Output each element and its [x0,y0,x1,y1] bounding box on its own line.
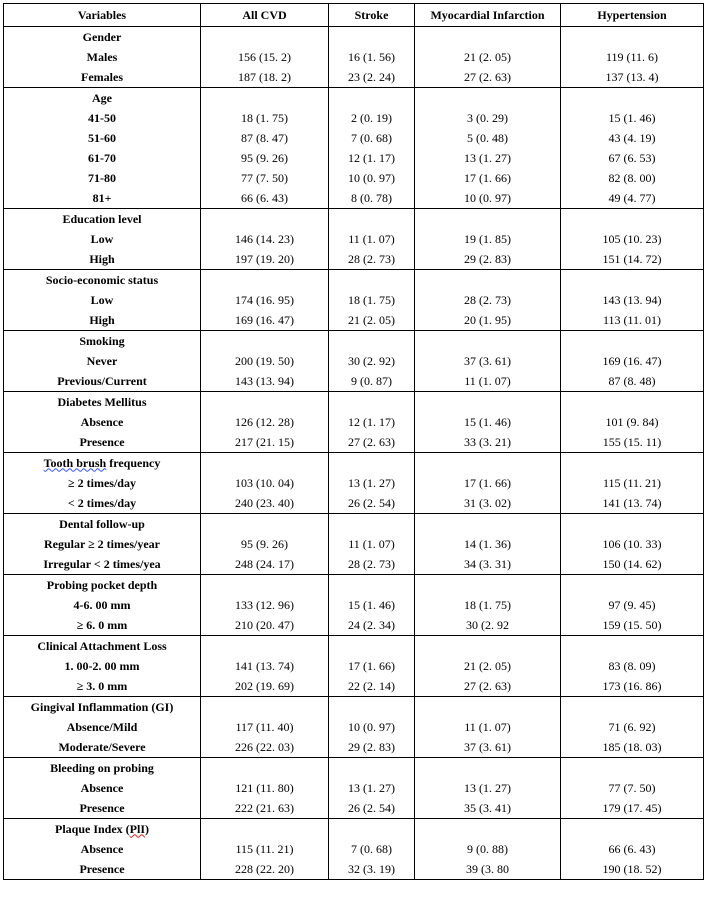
empty-cell [415,697,561,718]
myocardial-infarction-cell: 30 (2. 92 [415,615,561,636]
hypertension-cell: 87 (8. 48) [561,371,704,392]
stroke-cell: 21 (2. 05) [329,310,415,331]
stroke-cell: 13 (1. 27) [329,778,415,798]
empty-cell [329,575,415,596]
empty-cell [201,758,329,779]
all-cvd-cell: 143 (13. 94) [201,371,329,392]
group-title: Education level [4,209,201,230]
row-label: Absence [4,778,201,798]
empty-cell [561,27,704,48]
empty-cell [329,636,415,657]
group-title [4,453,201,474]
all-cvd-cell: 217 (21. 15) [201,432,329,453]
myocardial-infarction-cell: 17 (1. 66) [415,473,561,493]
myocardial-infarction-cell: 21 (2. 05) [415,47,561,67]
myocardial-infarction-cell: 39 (3. 80 [415,859,561,880]
empty-cell [329,27,415,48]
empty-cell [561,453,704,474]
empty-cell [201,636,329,657]
row-label: Never [4,351,201,371]
hypertension-cell: 119 (11. 6) [561,47,704,67]
row-label: Presence [4,859,201,880]
group-header-row [4,331,704,352]
empty-cell [561,392,704,413]
empty-cell [415,270,561,291]
group-header-row [4,209,704,230]
header-myocardial-infarction: Myocardial Infarction [415,4,561,27]
myocardial-infarction-cell: 31 (3. 02) [415,493,561,514]
group-title: Socio-economic status [4,270,201,291]
empty-cell [415,392,561,413]
empty-cell [561,270,704,291]
row-label: Low [4,290,201,310]
stroke-cell: 17 (1. 66) [329,656,415,676]
empty-cell [329,88,415,109]
all-cvd-cell: 141 (13. 74) [201,656,329,676]
row-label: Presence [4,798,201,819]
myocardial-infarction-cell: 21 (2. 05) [415,656,561,676]
all-cvd-cell: 87 (8. 47) [201,128,329,148]
empty-cell [415,27,561,48]
stroke-cell: 22 (2. 14) [329,676,415,697]
hypertension-cell: 137 (13. 4) [561,67,704,88]
empty-cell [561,758,704,779]
empty-cell [415,209,561,230]
all-cvd-cell: 95 (9. 26) [201,534,329,554]
group-header-row [4,27,704,48]
myocardial-infarction-cell: 19 (1. 85) [415,229,561,249]
stroke-cell: 9 (0. 87) [329,371,415,392]
group-header-row [4,270,704,291]
empty-cell [201,697,329,718]
table-row [4,108,704,128]
all-cvd-cell: 77 (7. 50) [201,168,329,188]
hypertension-cell: 71 (6. 92) [561,717,704,737]
row-label: High [4,310,201,331]
empty-cell [201,819,329,840]
table-row [4,615,704,636]
table-row [4,839,704,859]
group-header-row [4,819,704,840]
empty-cell [201,453,329,474]
row-label: 81+ [4,188,201,209]
table-row [4,676,704,697]
row-label: Males [4,47,201,67]
all-cvd-cell: 222 (21. 63) [201,798,329,819]
all-cvd-cell: 103 (10. 04) [201,473,329,493]
all-cvd-cell: 121 (11. 80) [201,778,329,798]
myocardial-infarction-cell: 13 (1. 27) [415,148,561,168]
myocardial-infarction-cell: 9 (0. 88) [415,839,561,859]
stroke-cell: 2 (0. 19) [329,108,415,128]
table-row [4,168,704,188]
hypertension-cell: 141 (13. 74) [561,493,704,514]
stroke-cell: 11 (1. 07) [329,229,415,249]
row-label: < 2 times/day [4,493,201,514]
table-row [4,188,704,209]
empty-cell [329,453,415,474]
all-cvd-cell: 126 (12. 28) [201,412,329,432]
row-label: 41-50 [4,108,201,128]
stroke-cell: 32 (3. 19) [329,859,415,880]
row-label: Absence/Mild [4,717,201,737]
group-title: Gingival Inflammation (GI) [4,697,201,718]
header-all-cvd: All CVD [201,4,329,27]
table-row [4,249,704,270]
empty-cell [415,453,561,474]
group-title [4,819,201,840]
all-cvd-cell: 187 (18. 2) [201,67,329,88]
hypertension-cell: 67 (6. 53) [561,148,704,168]
table-row [4,493,704,514]
myocardial-infarction-cell: 37 (3. 61) [415,737,561,758]
myocardial-infarction-cell: 18 (1. 75) [415,595,561,615]
stroke-cell: 7 (0. 68) [329,839,415,859]
empty-cell [201,331,329,352]
myocardial-infarction-cell: 11 (1. 07) [415,717,561,737]
group-title-text: ) [145,821,150,836]
empty-cell [329,392,415,413]
all-cvd-cell: 117 (11. 40) [201,717,329,737]
empty-cell [561,575,704,596]
empty-cell [329,697,415,718]
table-body [4,27,704,880]
row-label: High [4,249,201,270]
all-cvd-cell: 133 (12. 96) [201,595,329,615]
row-label: Absence [4,412,201,432]
table-row [4,778,704,798]
row-label: 51-60 [4,128,201,148]
empty-cell [329,514,415,535]
table-row [4,859,704,880]
stroke-cell: 10 (0. 97) [329,168,415,188]
table-row [4,148,704,168]
stroke-cell: 29 (2. 83) [329,737,415,758]
hypertension-cell: 190 (18. 52) [561,859,704,880]
row-label: 4-6. 00 mm [4,595,201,615]
empty-cell [561,514,704,535]
empty-cell [561,209,704,230]
hypertension-cell: 77 (7. 50) [561,778,704,798]
table-row [4,554,704,575]
group-header-row [4,758,704,779]
group-title: Bleeding on probing [4,758,201,779]
hypertension-cell: 66 (6. 43) [561,839,704,859]
all-cvd-cell: 210 (20. 47) [201,615,329,636]
hypertension-cell: 49 (4. 77) [561,188,704,209]
empty-cell [329,331,415,352]
hypertension-cell: 143 (13. 94) [561,290,704,310]
stroke-cell: 12 (1. 17) [329,412,415,432]
empty-cell [201,209,329,230]
empty-cell [415,636,561,657]
all-cvd-cell: 228 (22. 20) [201,859,329,880]
stroke-cell: 16 (1. 56) [329,47,415,67]
row-label: Irregular < 2 times/yea [4,554,201,575]
group-header-row [4,697,704,718]
hypertension-cell: 159 (15. 50) [561,615,704,636]
stroke-cell: 30 (2. 92) [329,351,415,371]
myocardial-infarction-cell: 28 (2. 73) [415,290,561,310]
group-title: Age [4,88,201,109]
table-row [4,229,704,249]
row-label: Females [4,67,201,88]
myocardial-infarction-cell: 15 (1. 46) [415,412,561,432]
empty-cell [415,514,561,535]
all-cvd-cell: 240 (23. 40) [201,493,329,514]
all-cvd-cell: 248 (24. 17) [201,554,329,575]
all-cvd-cell: 202 (19. 69) [201,676,329,697]
myocardial-infarction-cell: 5 (0. 48) [415,128,561,148]
empty-cell [415,819,561,840]
group-header-row [4,636,704,657]
empty-cell [201,514,329,535]
empty-cell [415,575,561,596]
header-hypertension: Hypertension [561,4,704,27]
table-row [4,351,704,371]
hypertension-cell: 43 (4. 19) [561,128,704,148]
empty-cell [329,758,415,779]
table-row [4,290,704,310]
hypertension-cell: 97 (9. 45) [561,595,704,615]
empty-cell [329,270,415,291]
hypertension-cell: 179 (17. 45) [561,798,704,819]
hypertension-cell: 173 (16. 86) [561,676,704,697]
group-header-row [4,575,704,596]
group-title: Smoking [4,331,201,352]
table-row [4,310,704,331]
all-cvd-cell: 66 (6. 43) [201,188,329,209]
table-row [4,47,704,67]
hypertension-cell: 115 (11. 21) [561,473,704,493]
stroke-cell: 13 (1. 27) [329,473,415,493]
stroke-cell: 27 (2. 63) [329,432,415,453]
row-label: ≥ 2 times/day [4,473,201,493]
empty-cell [415,331,561,352]
row-label: Moderate/Severe [4,737,201,758]
row-label: Previous/Current [4,371,201,392]
all-cvd-cell: 146 (14. 23) [201,229,329,249]
group-title: Probing pocket depth [4,575,201,596]
table-row [4,473,704,493]
empty-cell [201,575,329,596]
stroke-cell: 11 (1. 07) [329,534,415,554]
hypertension-cell: 105 (10. 23) [561,229,704,249]
group-title-text: Plaque Index ( [54,821,130,836]
group-header-row [4,392,704,413]
all-cvd-cell: 197 (19. 20) [201,249,329,270]
table-row [4,412,704,432]
hypertension-cell: 169 (16. 47) [561,351,704,371]
table-row [4,737,704,758]
row-label: ≥ 3. 0 mm [4,676,201,697]
header-variables: Variables [4,4,201,27]
row-label: Presence [4,432,201,453]
group-title: Clinical Attachment Loss [4,636,201,657]
empty-cell [201,27,329,48]
all-cvd-cell: 95 (9. 26) [201,148,329,168]
stroke-cell: 24 (2. 34) [329,615,415,636]
myocardial-infarction-cell: 11 (1. 07) [415,371,561,392]
hypertension-cell: 15 (1. 46) [561,108,704,128]
row-label: 1. 00-2. 00 mm [4,656,201,676]
spellcheck-underlined-text: Tooth brush [43,455,107,470]
hypertension-cell: 83 (8. 09) [561,656,704,676]
empty-cell [561,697,704,718]
row-label: 61-70 [4,148,201,168]
table-row [4,656,704,676]
all-cvd-cell: 18 (1. 75) [201,108,329,128]
myocardial-infarction-cell: 27 (2. 63) [415,67,561,88]
table-row [4,798,704,819]
empty-cell [201,88,329,109]
group-header-row [4,88,704,109]
table-row [4,128,704,148]
all-cvd-cell: 156 (15. 2) [201,47,329,67]
myocardial-infarction-cell: 37 (3. 61) [415,351,561,371]
all-cvd-cell: 200 (19. 50) [201,351,329,371]
hypertension-cell: 82 (8. 00) [561,168,704,188]
stroke-cell: 26 (2. 54) [329,493,415,514]
header-row [4,4,704,27]
myocardial-infarction-cell: 10 (0. 97) [415,188,561,209]
group-title: Dental follow-up [4,514,201,535]
empty-cell [329,209,415,230]
hypertension-cell: 113 (11. 01) [561,310,704,331]
stroke-cell: 15 (1. 46) [329,595,415,615]
cvd-data-table [3,3,704,880]
stroke-cell: 7 (0. 68) [329,128,415,148]
header-stroke: Stroke [329,4,415,27]
stroke-cell: 8 (0. 78) [329,188,415,209]
stroke-cell: 28 (2. 73) [329,554,415,575]
empty-cell [415,88,561,109]
group-header-row [4,514,704,535]
table-row [4,534,704,554]
all-cvd-cell: 174 (16. 95) [201,290,329,310]
myocardial-infarction-cell: 17 (1. 66) [415,168,561,188]
spellcheck-underlined-text: PlI [129,821,146,836]
table-row [4,595,704,615]
stroke-cell: 26 (2. 54) [329,798,415,819]
empty-cell [201,270,329,291]
myocardial-infarction-cell: 20 (1. 95) [415,310,561,331]
hypertension-cell: 101 (9. 84) [561,412,704,432]
myocardial-infarction-cell: 35 (3. 41) [415,798,561,819]
row-label: Regular ≥ 2 times/year [4,534,201,554]
hypertension-cell: 150 (14. 62) [561,554,704,575]
table-row [4,717,704,737]
stroke-cell: 12 (1. 17) [329,148,415,168]
all-cvd-cell: 169 (16. 47) [201,310,329,331]
empty-cell [561,819,704,840]
all-cvd-cell: 226 (22. 03) [201,737,329,758]
hypertension-cell: 155 (15. 11) [561,432,704,453]
table-row [4,67,704,88]
empty-cell [561,88,704,109]
empty-cell [329,819,415,840]
myocardial-infarction-cell: 3 (0. 29) [415,108,561,128]
table-row [4,432,704,453]
row-label: Low [4,229,201,249]
stroke-cell: 10 (0. 97) [329,717,415,737]
row-label: ≥ 6. 0 mm [4,615,201,636]
myocardial-infarction-cell: 34 (3. 31) [415,554,561,575]
stroke-cell: 28 (2. 73) [329,249,415,270]
empty-cell [561,636,704,657]
myocardial-infarction-cell: 14 (1. 36) [415,534,561,554]
empty-cell [561,331,704,352]
empty-cell [415,758,561,779]
empty-cell [201,392,329,413]
myocardial-infarction-cell: 13 (1. 27) [415,778,561,798]
hypertension-cell: 151 (14. 72) [561,249,704,270]
myocardial-infarction-cell: 27 (2. 63) [415,676,561,697]
stroke-cell: 18 (1. 75) [329,290,415,310]
group-header-row [4,453,704,474]
all-cvd-cell: 115 (11. 21) [201,839,329,859]
group-title: Gender [4,27,201,48]
table-row [4,371,704,392]
row-label: Absence [4,839,201,859]
stroke-cell: 23 (2. 24) [329,67,415,88]
myocardial-infarction-cell: 29 (2. 83) [415,249,561,270]
row-label: 71-80 [4,168,201,188]
table-header [4,4,704,27]
group-title: Diabetes Mellitus [4,392,201,413]
hypertension-cell: 106 (10. 33) [561,534,704,554]
myocardial-infarction-cell: 33 (3. 21) [415,432,561,453]
group-title-text: frequency [106,455,161,470]
hypertension-cell: 185 (18. 03) [561,737,704,758]
